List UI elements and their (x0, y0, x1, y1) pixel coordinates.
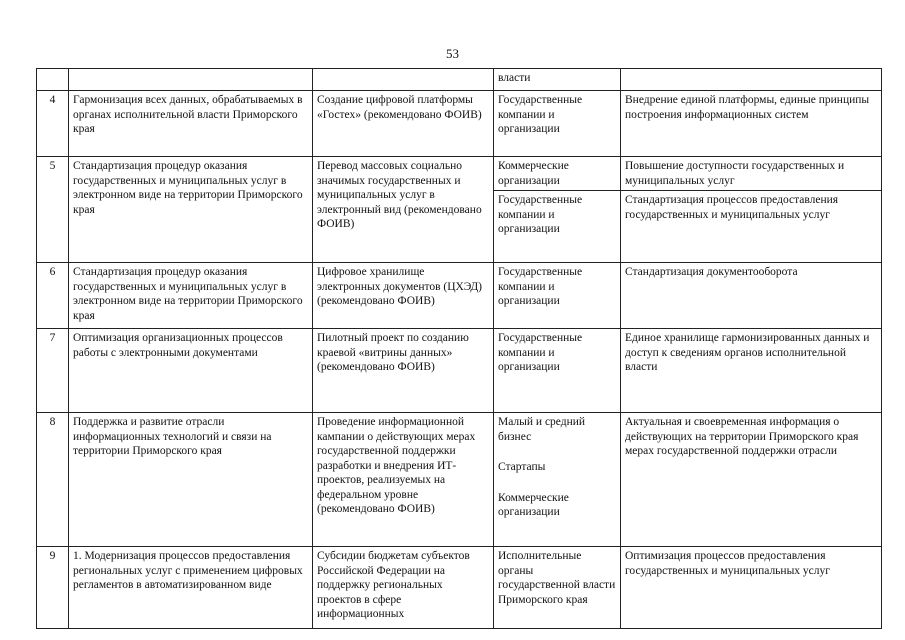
row-number: 6 (49, 266, 56, 278)
table-row (37, 157, 882, 191)
action-cell (313, 413, 494, 547)
consumers-cell (494, 157, 621, 191)
action-text: Субсидии бюджетам субъектов Российской Федерации на поддержку региональных проектов в сфере информационных (317, 550, 470, 620)
measure-text: Оптимизация организационных процессов работы с электронными документами (73, 332, 283, 359)
row-number: 4 (49, 94, 56, 106)
measure-cell (69, 263, 313, 329)
row-number-cell (37, 413, 69, 547)
table-row (37, 547, 882, 629)
row-number: 9 (49, 550, 56, 562)
result-cell (621, 157, 882, 191)
result-text: Стандартизация документооборота (625, 266, 798, 278)
row-number: 8 (49, 416, 56, 428)
consumers-cell (494, 329, 621, 413)
row-number-cell (37, 157, 69, 263)
result-text: Повышение доступности государственных и муниципальных услуг (625, 160, 845, 187)
result-text: Актуальная и своевременная информация о действующих на территории Приморского края мерах государственной поддержки отрасли (625, 416, 859, 457)
action-text: Проведение информационной кампании о действующих мерах государственной поддержки разработки и внедрения ИТ-проектов, реализуемых на федеральном уровне (рекомендовано ФОИВ) (317, 416, 476, 515)
result-text: Единое хранилище гармонизированных данных и доступ к сведениям органов исполнительной власти (625, 332, 870, 373)
measure-text: 1. Модернизация процессов предоставления региональных услуг с применением цифровых регламентов в автоматизированном виде (73, 550, 303, 591)
result-text: Оптимизация процессов предоставления государственных и муниципальных услуг (625, 550, 830, 577)
action-cell (313, 157, 494, 263)
measure-cell (69, 413, 313, 547)
consumers-cell (494, 413, 621, 547)
consumers-cell (494, 547, 621, 629)
measure-cell (69, 547, 313, 629)
result-cell (621, 191, 882, 263)
consumer-text: Исполнительные органы государственной власти Приморского края (498, 550, 616, 606)
action-cell (313, 547, 494, 629)
action-text: Цифровое хранилище электронных документов (ЦХЭД) (рекомендовано ФОИВ) (317, 266, 483, 307)
page-number: 53 (446, 46, 459, 61)
result-text: Внедрение единой платформы, единые принципы построения информационных систем (625, 94, 870, 121)
result-cell (621, 69, 882, 91)
consumers-cell (494, 69, 621, 91)
consumers-cell (494, 263, 621, 329)
consumer-text: власти (498, 72, 531, 84)
consumer-text: Государственные компании и организации (498, 332, 583, 373)
row-number: 7 (49, 332, 56, 344)
action-cell (313, 263, 494, 329)
measure-text: Стандартизация процедур оказания государственных и муниципальных услуг в электронном виде на территории Приморского края (73, 160, 303, 216)
result-text: Стандартизация процессов предоставления государственных и муниципальных услуг (625, 194, 839, 221)
action-text: Пилотный проект по созданию краевой «витрины данных» (рекомендовано ФОИВ) (317, 332, 469, 373)
measure-cell (69, 329, 313, 413)
measure-cell (69, 157, 313, 263)
action-text: Создание цифровой платформы «Гостех» (рекомендовано ФОИВ) (317, 94, 482, 121)
table-row (37, 413, 882, 547)
result-cell (621, 263, 882, 329)
row-number-cell (37, 69, 69, 91)
row-number-cell (37, 547, 69, 629)
table-row (37, 69, 882, 91)
result-cell (621, 547, 882, 629)
action-cell (313, 329, 494, 413)
table-row (37, 263, 882, 329)
action-text: Перевод массовых социально значимых государственных и муниципальных услуг в электронный вид (рекомендовано ФОИВ) (317, 160, 482, 230)
table-row (37, 329, 882, 413)
measure-text: Стандартизация процедур оказания государственных и муниципальных услуг в электронном виде на территории Приморского края (73, 266, 303, 322)
measures-table (36, 68, 882, 629)
measure-cell (69, 69, 313, 91)
result-cell (621, 413, 882, 547)
consumers-cell (494, 191, 621, 263)
table-row (37, 91, 882, 157)
action-cell (313, 91, 494, 157)
measure-cell (69, 91, 313, 157)
consumer-text: Стартапы (498, 461, 546, 473)
consumer-text: Государственные компании и организации (498, 266, 583, 307)
measure-text: Гармонизация всех данных, обрабатываемых в органах исполнительной власти Приморского края (73, 94, 303, 135)
consumer-text: Коммерческие организации (498, 491, 569, 518)
action-cell (313, 69, 494, 91)
measure-text: Поддержка и развитие отрасли информационных технологий и связи на территории Приморского края (73, 416, 272, 457)
consumer-text: Государственные компании и организации (498, 94, 583, 135)
result-cell (621, 91, 882, 157)
consumer-text: Государственные компании и организации (498, 194, 583, 235)
row-number-cell (37, 263, 69, 329)
row-number-cell (37, 91, 69, 157)
row-number: 5 (49, 160, 56, 172)
result-cell (621, 329, 882, 413)
consumer-text: Коммерческие организации (498, 160, 569, 187)
consumers-cell (494, 91, 621, 157)
row-number-cell (37, 329, 69, 413)
consumer-text: Малый и средний бизнес (498, 416, 586, 443)
